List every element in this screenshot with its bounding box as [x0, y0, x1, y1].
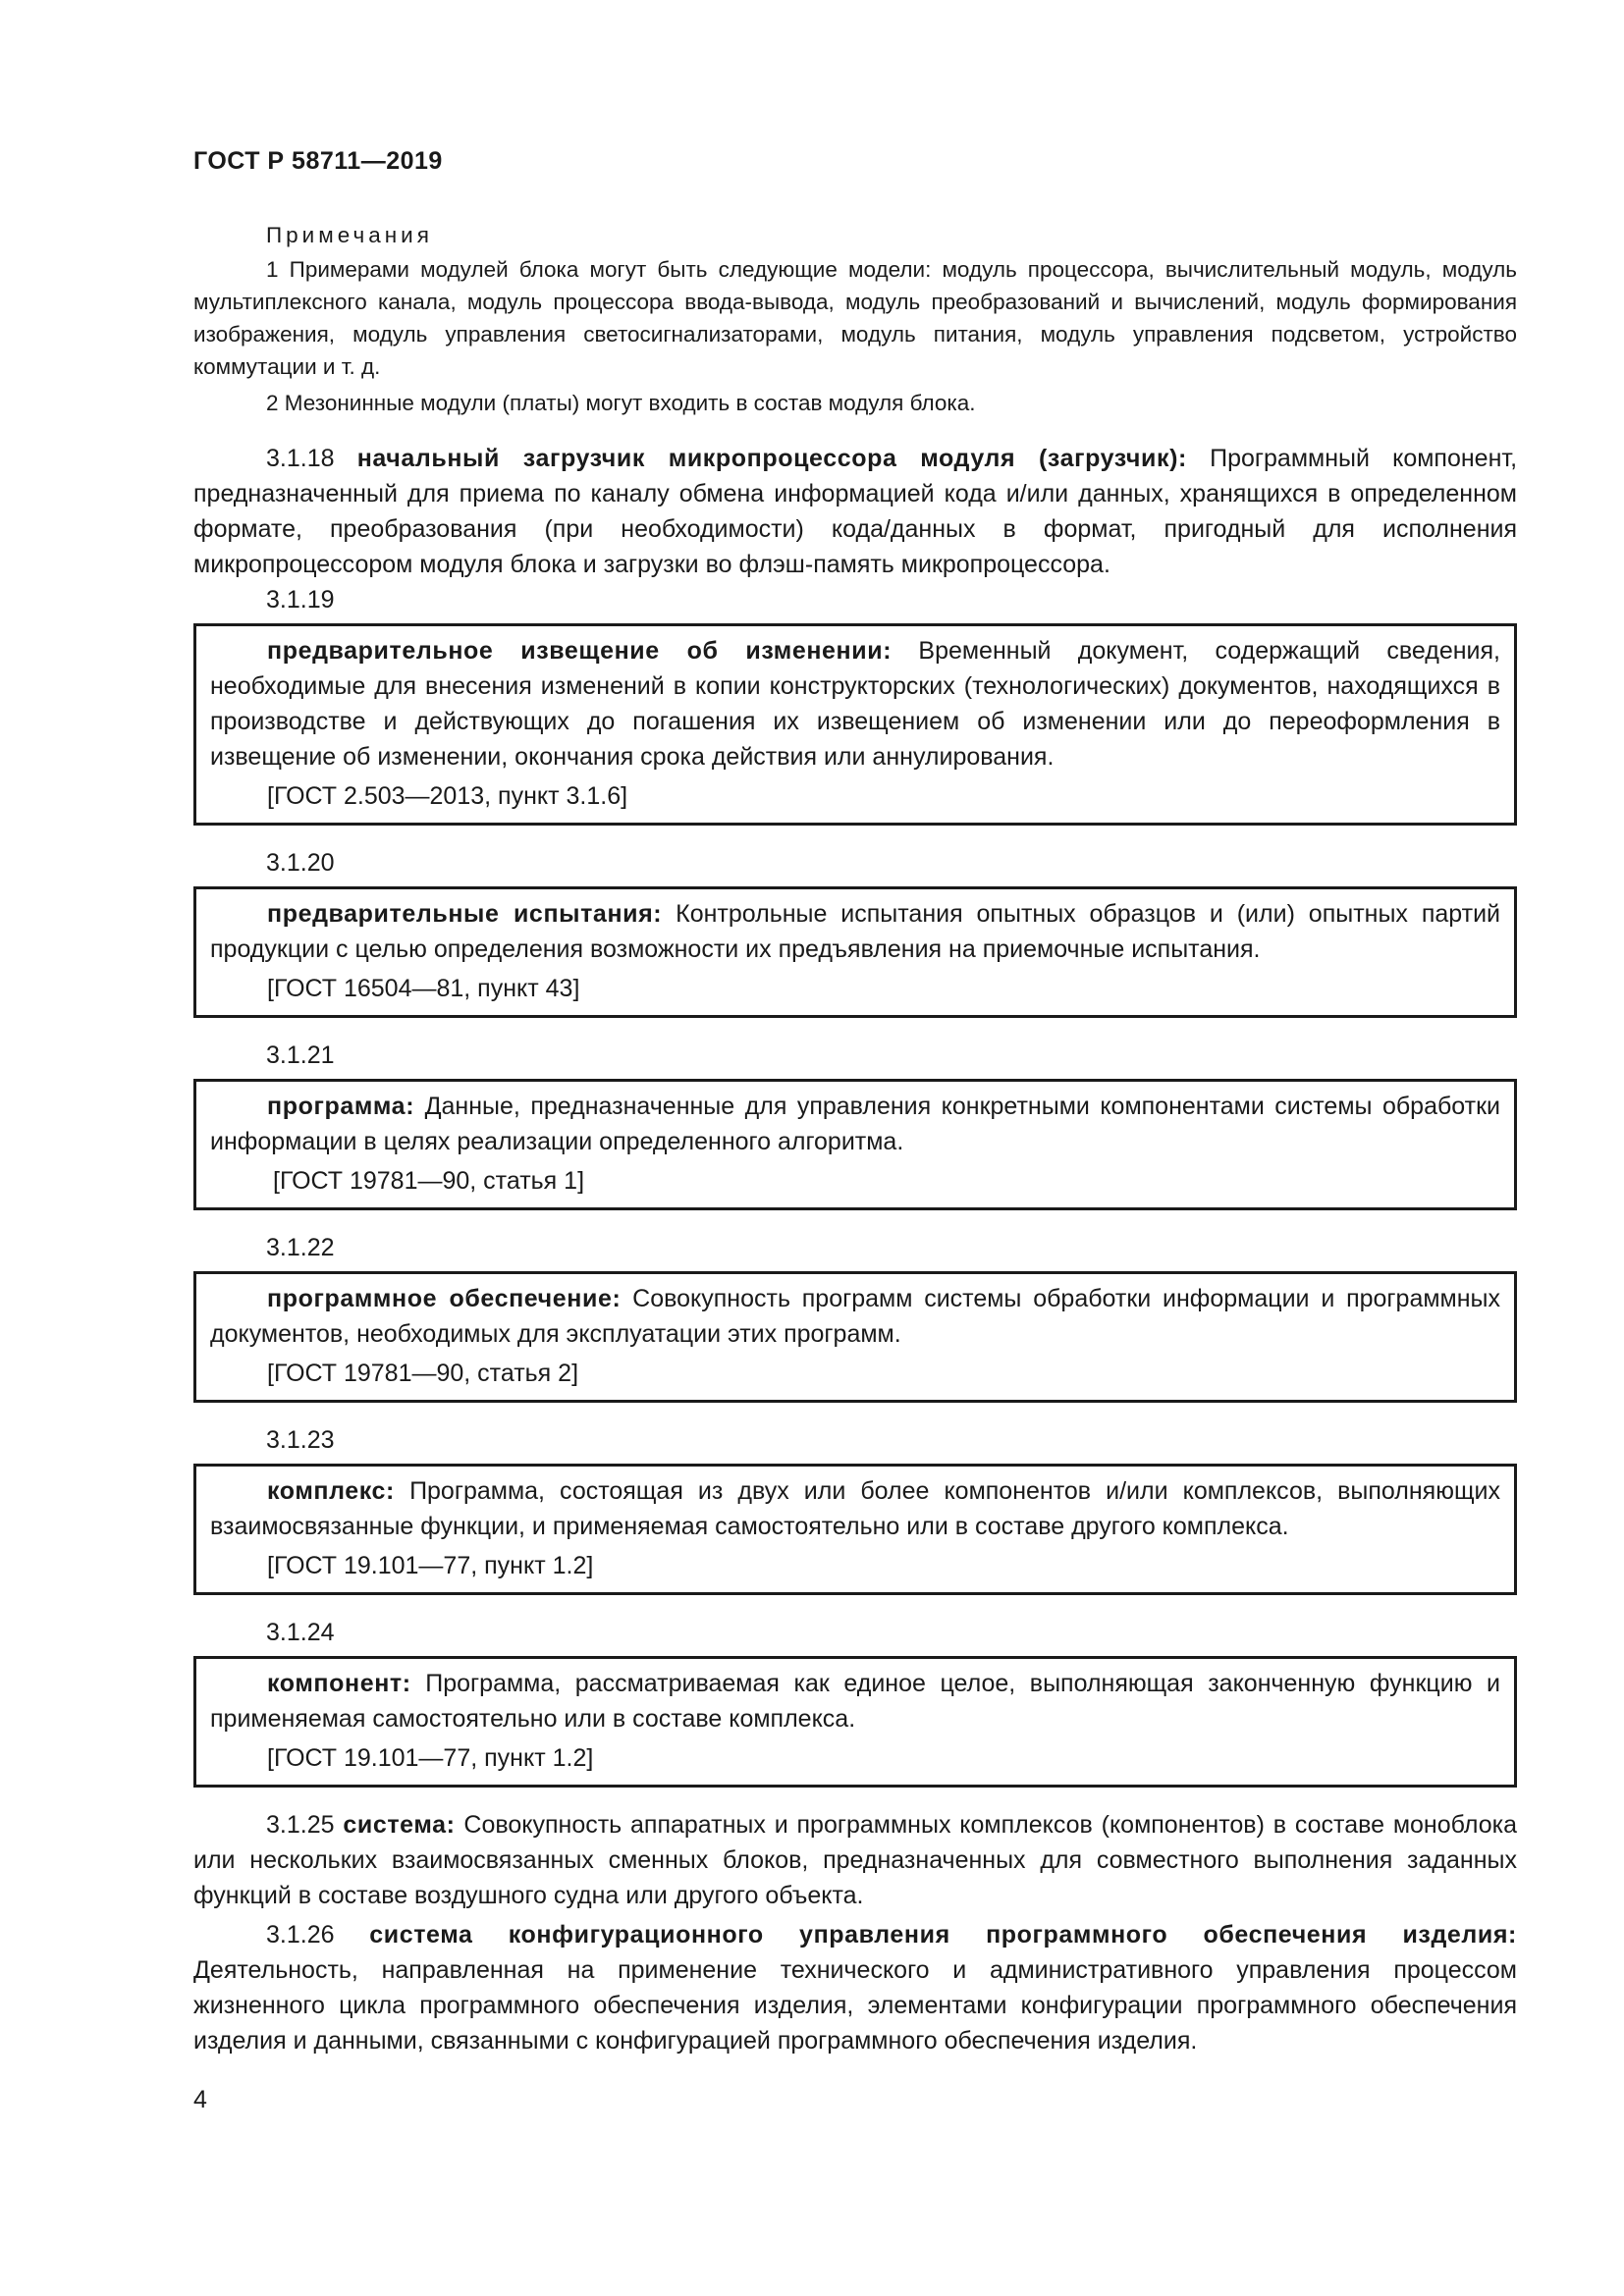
notes-title: Примечания	[266, 223, 433, 247]
defined-term: программное обеспечение:	[267, 1285, 622, 1312]
source-reference: [ГОСТ 16504—81, пункт 43]	[267, 975, 580, 1002]
definition-3-1-26	[193, 1917, 1517, 2058]
clause-number: 3.1.18	[266, 445, 335, 472]
definition-text: Контрольные испытания опытных образцов и (или) опытных партий продукции с целью определения возможности их предъявления на приемочные испытания.	[210, 900, 1500, 963]
notes-block	[193, 219, 1517, 419]
source-reference: [ГОСТ 19.101—77, пункт 1.2]	[267, 1552, 594, 1579]
clause-number-3-1-20: 3.1.20	[266, 849, 335, 877]
source-reference: [ГОСТ 2.503—2013, пункт 3.1.6]	[267, 782, 628, 810]
clause-number-3-1-19: 3.1.19	[266, 586, 335, 614]
document-header: ГОСТ Р 58711—2019	[193, 147, 443, 175]
definition-text: Временный документ, содержащий сведения, необходимые для внесения изменений в копии конструкторских (технологических) документов, находящихся в производстве и действующих до погашения их извещением об изменении или до переоформления в извещение об изменении, окончания срока действия или аннулирования.	[210, 637, 1500, 771]
source-reference: [ГОСТ 19.101—77, пункт 1.2]	[267, 1744, 594, 1772]
note-item-1: 1 Примерами модулей блока могут быть следующие модели: модуль процессора, вычислительный модуль, модуль мультиплексного канала, модуль процессора ввода-вывода, модуль преобразований и вычислений, модуль формирования изображения, модуль управления светосигнализаторами, модуль питания, модуль управления подсветом, устройство коммутации и т. д.	[193, 257, 1517, 379]
defined-term: компонент:	[267, 1670, 411, 1697]
clause-number-3-1-22: 3.1.22	[266, 1234, 335, 1261]
definition-text: Совокупность аппаратных и программных комплексов (компонентов) в составе моноблока или нескольких взаимосвязанных сменных блоков, предназначенных для совместного выполнения заданных функций в составе воздушного судна или другого объекта.	[193, 1811, 1517, 1909]
term-box-3-1-21	[193, 1079, 1517, 1210]
defined-term: начальный загрузчик микропроцессора модуля (загрузчик):	[356, 445, 1187, 472]
clause-number: 3.1.26	[266, 1921, 335, 1949]
definition-text: Программа, рассматриваемая как единое целое, выполняющая законченную функцию и применяемая самостоятельно или в составе комплекса.	[210, 1670, 1500, 1733]
defined-term: комплекс:	[267, 1477, 395, 1505]
defined-term: система:	[343, 1811, 456, 1839]
defined-term: система конфигурационного управления программного обеспечения изделия:	[369, 1921, 1517, 1949]
definition-text: Программа, состоящая из двух или более компонентов и/или комплексов, выполняющих взаимосвязанные функции, и применяемая самостоятельно или в составе другого комплекса.	[210, 1477, 1500, 1540]
definition-text: Программный компонент, предназначенный для приема по каналу обмена информацией кода и/или данных, хранящихся в определенном формате, преобразования (при необходимости) кода/данных в формат, пригодный для исполнения микропроцессором модуля блока и загрузки во флэш-память микропроцессора.	[193, 445, 1518, 578]
page-number: 4	[193, 2086, 207, 2113]
definition-text: Деятельность, направленная на применение технического и административного управления процессом жизненного цикла программного обеспечения изделия, элементами конфигурации программного обеспечения изделия и данными, связанными с конфигурацией программного обеспечения изделия.	[193, 1956, 1517, 2055]
document-page	[193, 147, 1517, 2058]
definition-text: Совокупность программ системы обработки информации и программных документов, необходимых для эксплуатации этих программ.	[210, 1285, 1500, 1348]
definition-3-1-18	[193, 441, 1517, 582]
defined-term: предварительное извещение об изменении:	[267, 637, 893, 665]
clause-number-3-1-21: 3.1.21	[266, 1041, 335, 1069]
defined-term: предварительные испытания:	[267, 900, 663, 928]
term-box-3-1-23	[193, 1464, 1517, 1595]
term-box-3-1-19	[193, 623, 1517, 826]
term-box-3-1-20	[193, 886, 1517, 1018]
note-item-2: 2 Мезонинные модули (платы) могут входить в состав модуля блока.	[266, 391, 976, 415]
term-box-3-1-22	[193, 1271, 1517, 1403]
defined-term: программа:	[267, 1093, 415, 1120]
source-reference: [ГОСТ 19781—90, статья 2]	[267, 1360, 579, 1387]
source-reference: [ГОСТ 19781—90, статья 1]	[273, 1167, 585, 1195]
clause-number-3-1-23: 3.1.23	[266, 1426, 335, 1454]
clause-number: 3.1.25	[266, 1811, 335, 1839]
definition-3-1-25	[193, 1807, 1517, 1913]
clause-number-3-1-24: 3.1.24	[266, 1619, 335, 1646]
term-box-3-1-24	[193, 1656, 1517, 1788]
definition-text: Данные, предназначенные для управления конкретными компонентами системы обработки информации в целях реализации определенного алгоритма.	[210, 1093, 1500, 1155]
